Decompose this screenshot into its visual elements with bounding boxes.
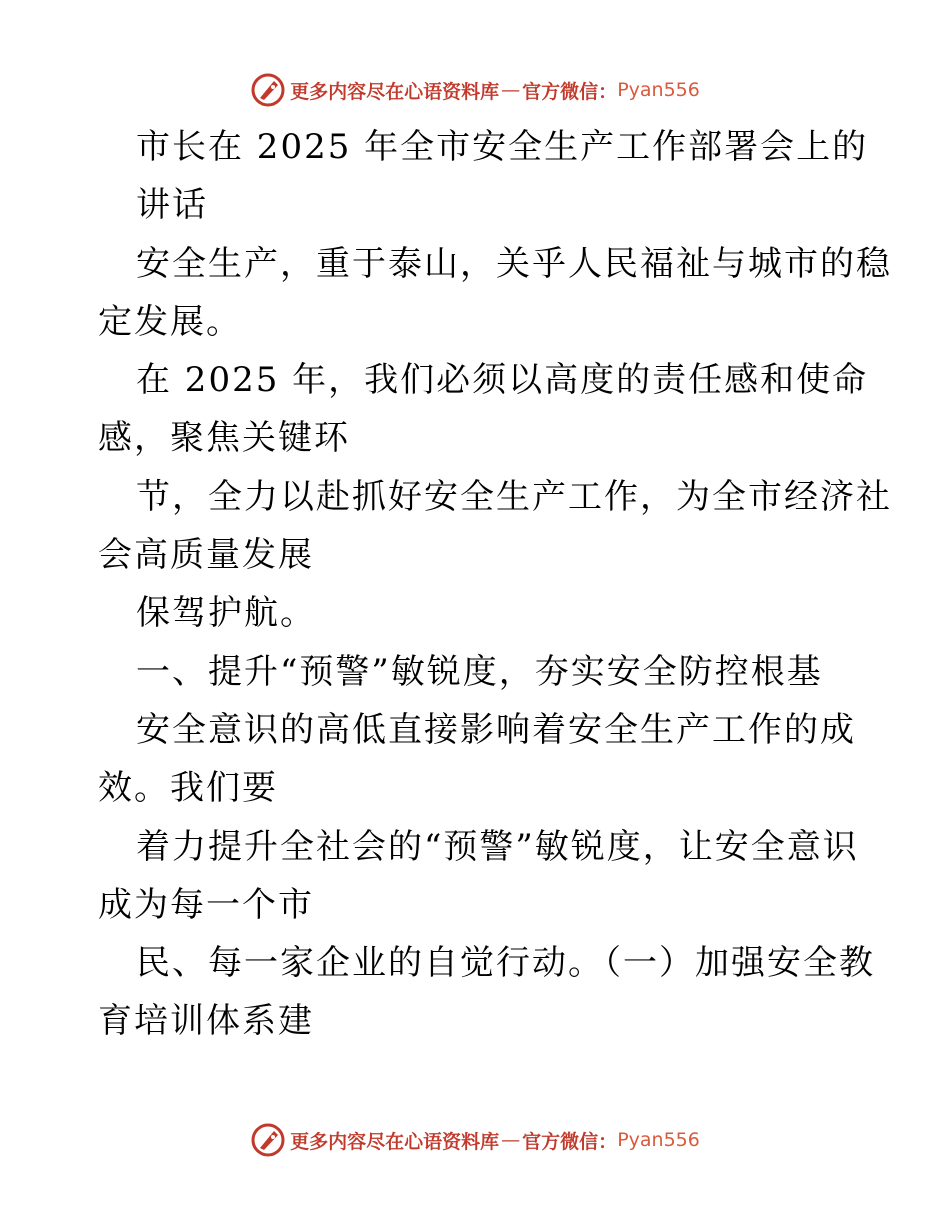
text-line: 保驾护航。 [136,593,316,634]
text-line: 安全意识的高低直接影响着安全生产工作的成 [136,709,856,750]
document-body [98,118,892,1051]
pen-logo-icon [250,1122,286,1158]
watermark-wechat-label: 官方微信： [522,1130,618,1153]
text-line: 在 2025 年，我们必须以高度的责任感和使命 [136,360,869,401]
text-line: 感，聚焦关键环 [98,418,350,459]
pen-logo-icon [250,72,286,108]
footer-watermark [0,1120,950,1160]
text-line: 民、每一家企业的自觉行动。（一）加强安全教 [136,943,875,984]
watermark-dash: — [501,1129,521,1151]
text-line: 讲话 [136,185,208,226]
text-line: 育培训体系建 [98,1001,314,1042]
text-line: 安全生产，重于泰山，关乎人民福祉与城市的稳 [136,243,892,284]
watermark-dash: — [501,79,521,101]
text-line: 节，全力以赴抓好安全生产工作，为全市经济社 [136,476,892,517]
watermark-wechat-id: Pyan556 [617,1129,700,1151]
text-line: 市长在 2025 年全市安全生产工作部署会上的 [136,127,869,167]
watermark-site-text: 更多内容尽在心语资料库 [290,80,500,103]
text-line: 定发展。 [98,301,242,342]
section-heading: 一、提升“预警”敏锐度，夯实安全防控根基 [136,651,823,692]
watermark-wechat-label: 官方微信： [522,80,618,103]
header-watermark [0,70,950,110]
watermark-site-text: 更多内容尽在心语资料库 [290,1130,500,1153]
text-line: 会高质量发展 [98,535,314,576]
watermark-wechat-id: Pyan556 [617,79,700,101]
text-line: 成为每一个市 [98,884,314,925]
text-line: 效。我们要 [98,768,278,809]
text-line: 着力提升全社会的“预警”敏锐度，让安全意识 [136,826,859,867]
